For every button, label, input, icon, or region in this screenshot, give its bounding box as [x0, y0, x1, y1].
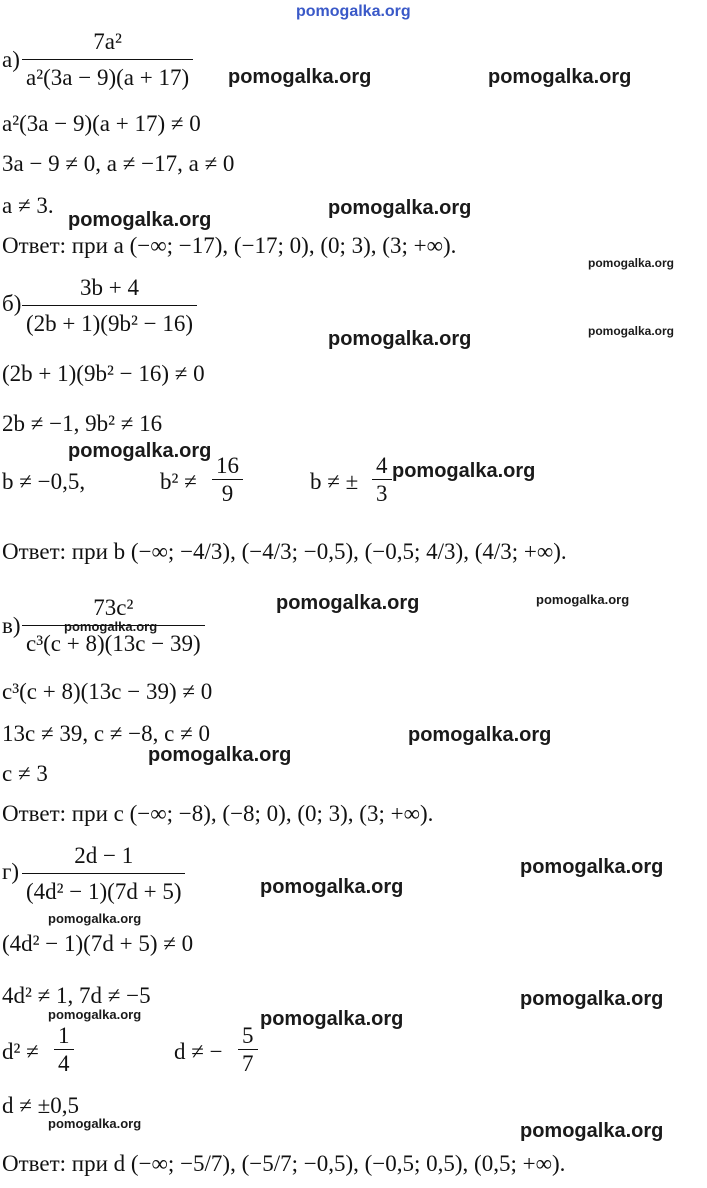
watermark: pomogalka.org — [68, 440, 212, 462]
part-d-line-3: d ≠ ±0,5 — [2, 1093, 79, 1118]
part-b-line-2b: b² ≠ — [160, 469, 197, 494]
part-a-condition: a²(3a − 9)(a + 17) ≠ 0 — [2, 111, 201, 136]
watermark: pomogalka.org — [48, 1116, 142, 1131]
part-b-denominator: (2b + 1)(9b² − 16) — [26, 311, 193, 336]
watermark: pomogalka.org — [148, 744, 292, 766]
part-b-fraction — [22, 276, 197, 335]
watermark: pomogalka.org — [392, 460, 536, 482]
part-b-line-2a: b ≠ −0,5, — [2, 469, 86, 494]
part-a-line-2: a ≠ 3. — [2, 193, 54, 218]
part-d-fraction-5-7: 5 7 — [238, 1024, 258, 1075]
part-a-line-1: 3a − 9 ≠ 0, a ≠ −17, a ≠ 0 — [2, 151, 235, 176]
watermark: pomogalka.org — [328, 328, 472, 350]
part-b-numerator: 3b + 4 — [80, 275, 139, 300]
part-a-numerator: 7a² — [93, 29, 122, 54]
watermark: pomogalka.org — [408, 724, 552, 746]
part-a-fraction — [22, 30, 193, 89]
part-c-label: в) — [2, 613, 21, 638]
part-c-line-1: 13c ≠ 39, c ≠ −8, c ≠ 0 — [2, 721, 210, 746]
watermark: pomogalka.org — [520, 988, 664, 1010]
part-b-label: б) — [2, 291, 22, 316]
watermark: pomogalka.org — [48, 911, 142, 926]
part-a-answer: Ответ: при a (−∞; −17), (−17; 0), (0; 3), (3; +∞). — [2, 233, 457, 258]
part-b-line-2c: b ≠ ± — [310, 469, 359, 494]
part-d-fraction — [22, 844, 185, 903]
part-b-fraction-16-9: 16 9 — [212, 454, 243, 505]
part-c-denominator: c³(c + 8)(13c − 39) — [26, 631, 201, 656]
watermark: pomogalka.org — [588, 324, 675, 338]
part-b-fraction-4-3: 4 3 — [372, 454, 392, 505]
part-d-answer: Ответ: при d (−∞; −5/7), (−5/7; −0,5), (−0,5; 0,5), (0,5; +∞). — [2, 1151, 566, 1176]
part-c-fraction — [22, 596, 205, 655]
watermark: pomogalka.org — [48, 1007, 142, 1022]
part-a-denominator: a²(3a − 9)(a + 17) — [26, 65, 190, 90]
watermark: pomogalka.org — [488, 66, 632, 88]
part-b-condition: (2b + 1)(9b² − 16) ≠ 0 — [2, 361, 205, 386]
watermark: pomogalka.org — [68, 209, 212, 231]
part-d-line-2a: d² ≠ — [2, 1039, 39, 1064]
part-b-answer: Ответ: при b (−∞; −4/3), (−4/3; −0,5), (−0,5; 4/3), (4/3; +∞). — [2, 539, 567, 564]
part-c-answer: Ответ: при c (−∞; −8), (−8; 0), (0; 3), (3; +∞). — [2, 801, 434, 826]
watermark: pomogalka.org — [520, 1120, 664, 1142]
part-d-line-1: 4d² ≠ 1, 7d ≠ −5 — [2, 983, 151, 1008]
watermark: pomogalka.org — [536, 592, 630, 607]
watermark: pomogalka.org — [260, 876, 404, 898]
part-c-condition: c³(c + 8)(13c − 39) ≠ 0 — [2, 679, 213, 704]
watermark: pomogalka.org — [588, 256, 675, 270]
part-d-fraction-1-4: 1 4 — [54, 1024, 74, 1075]
part-b-line-1: 2b ≠ −1, 9b² ≠ 16 — [2, 411, 163, 436]
watermark: pomogalka.org — [520, 856, 664, 878]
watermark: pomogalka.org — [64, 619, 158, 634]
part-a-label: а) — [2, 47, 20, 72]
part-d-denominator: (4d² − 1)(7d + 5) — [26, 879, 182, 904]
part-c-line-2: c ≠ 3 — [2, 761, 48, 786]
watermark: pomogalka.org — [328, 197, 472, 219]
part-c-numerator: 73c² — [93, 595, 134, 620]
watermark: pomogalka.org — [260, 1008, 404, 1030]
watermark: pomogalka.org — [228, 66, 372, 88]
part-d-line-2b: d ≠ − — [174, 1039, 223, 1064]
watermark-top: pomogalka.org — [296, 3, 411, 20]
watermark: pomogalka.org — [276, 592, 420, 614]
part-d-label: г) — [2, 859, 20, 884]
part-d-condition: (4d² − 1)(7d + 5) ≠ 0 — [2, 931, 194, 956]
part-d-numerator: 2d − 1 — [74, 843, 134, 868]
